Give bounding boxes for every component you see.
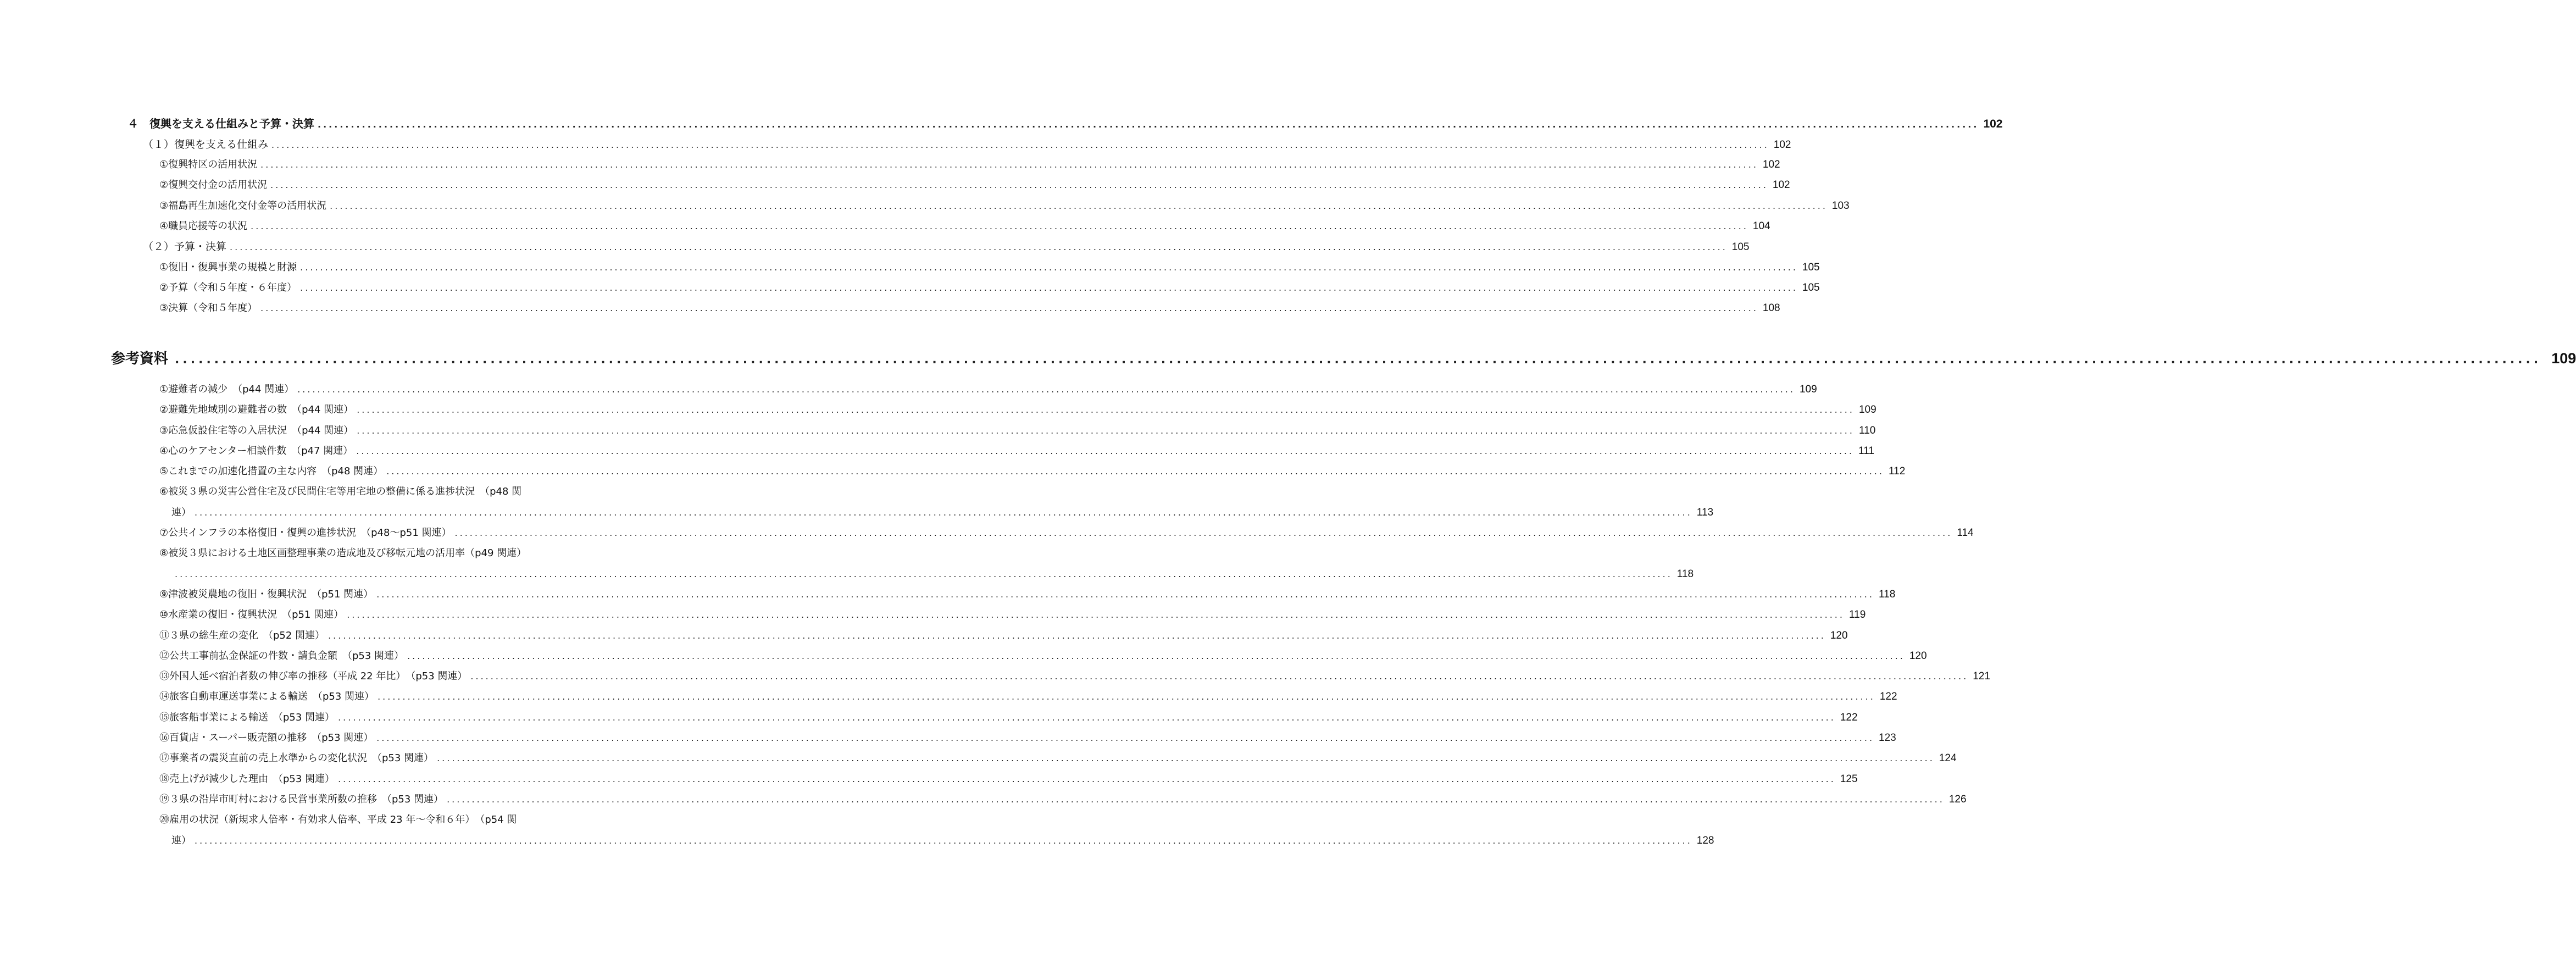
toc-page-number: 123 [1879,732,1896,744]
reference-item-continuation[interactable] [171,506,1714,519]
toc-entry-label: ④職員応援等の状況 [159,220,248,232]
reference-item-first-line: ⑧被災３県における土地区画整理事業の造成地及び移転元地の活用率（p49 関連） [159,547,527,559]
reference-item[interactable] [159,608,1866,622]
reference-item-continuation[interactable] [171,568,1694,581]
toc-entry-label: ⑯百貨店・スーパー販売額の推移 （p53 関連） [159,732,374,744]
reference-item[interactable] [159,588,1896,601]
dot-leader: ............................................................................................................................................................................................................................................................................................................ [175,353,2542,367]
toc-page-number: 108 [1762,302,1780,314]
dot-leader: ............................................................................................................................................................................................................................................................................................................ [297,384,1795,395]
toc-entry-label: ③福島再生加速化交付金等の活用状況 [159,200,327,212]
reference-item-first-line: ⑥被災３県の災害公営住宅及び民間住宅等用宅地の整備に係る進捗状況 （p48 関 [159,486,522,497]
toc-page-number: 109 [1799,384,1817,395]
toc-entry-label: ④心のケアセンター相談件数 （p47 関連） [159,445,353,457]
toc-page-number: 122 [1879,691,1897,702]
dot-leader: ............................................................................................................................................................................................................................................................................................................ [195,835,1692,846]
dot-leader: ............................................................................................................................................................................................................................................................................................................ [270,180,1768,190]
toc-entry-level2[interactable] [143,138,1791,152]
dot-leader: ............................................................................................................................................................................................................................................................................................................ [330,201,1828,211]
toc-page-number: 114 [1957,527,1974,539]
toc-entry-label: ⑩水産業の復旧・復興状況 （p51 関連） [159,609,344,620]
reference-item-continuation[interactable] [171,834,1714,847]
reference-item[interactable] [159,711,1858,724]
toc-entry-label: ⑪３県の総生産の変化 （p52 関連） [159,630,325,641]
toc-page-number: 120 [1909,650,1927,662]
toc-page-number: 121 [1973,671,1990,682]
reference-item[interactable] [159,383,1817,396]
dot-leader: ............................................................................................................................................................................................................................................................................................................ [175,569,1673,579]
toc-entry-label: ⑰事業者の震災直前の売上水準からの変化状況 （p53 関連） [159,752,434,764]
toc-page-number: 125 [1840,773,1858,785]
toc-entry-level3[interactable] [159,261,1820,274]
toc-page-number: 103 [1831,200,1850,212]
toc-entry-label: （２）予算・決算 [143,241,227,253]
reference-item[interactable] [159,752,1957,765]
dot-leader: ............................................................................................................................................................................................................................................................................................................ [357,425,1855,436]
toc-entry-level2[interactable] [143,240,1750,254]
reference-item[interactable] [159,690,1897,703]
toc-entry-label: ①復興特区の活用状況 [159,159,258,170]
toc-entry-label: ①復旧・復興事業の規模と財源 [159,262,297,273]
toc-page-number: 110 [1858,425,1876,436]
toc-entry-label: ③決算（令和５年度） [159,302,258,314]
dot-leader: ............................................................................................................................................................................................................................................................................................................ [300,282,1798,293]
toc-entry-label: ⑨津波被災農地の復旧・復興状況 （p51 関連） [159,589,374,600]
toc-page-number: 105 [1731,241,1750,253]
toc-entry-label: ⑤これまでの加速化措置の主な内容 （p48 関連） [159,466,384,477]
dot-leader: ............................................................................................................................................................................................................................................................................................................ [260,303,1758,313]
toc-page-number: 128 [1696,835,1714,846]
dot-leader: ............................................................................................................................................................................................................................................................................................................ [376,589,1874,600]
toc-page-number: 102 [1983,118,2003,130]
dot-leader: ............................................................................................................................................................................................................................................................................................................ [328,630,1826,641]
toc-entry-label: ⑭旅客自動車運送事業による輸送 （p53 関連） [159,691,375,702]
toc-page-number: 109 [2551,350,2576,367]
toc-entry-label: ⑱売上げが減少した理由 （p53 関連） [159,773,335,785]
dot-leader: ............................................................................................................................................................................................................................................................................................................ [300,262,1798,273]
toc-page-number: 109 [1858,404,1877,415]
toc-entry-label: ⑮旅客船事業による輸送 （p53 関連） [159,712,335,723]
toc-page-number: 126 [1948,794,1967,805]
toc-page-number: 112 [1888,466,1906,477]
reference-item[interactable] [159,629,1848,642]
reference-item[interactable] [159,732,1896,745]
toc-entry-label: ⑬外国人延べ宿泊者数の伸び率の推移（平成 22 年比） （p53 関連） [159,671,468,682]
reference-item[interactable] [159,793,1967,806]
toc-entry-label: ⑫公共工事前払金保証の件数・請負金額 （p53 関連） [159,650,404,662]
toc-page-number: 111 [1858,445,1874,457]
toc-page-number: 102 [1772,179,1790,191]
reference-item[interactable] [159,424,1876,437]
toc-entry-label: 連） [171,507,191,518]
toc-page-number: 105 [1802,262,1820,273]
toc-page-number: 105 [1802,282,1820,293]
toc-entry-label: ⑦公共インフラの本格復旧・復興の進捗状況 （p48～p51 関連） [159,527,452,539]
toc-page-number: 120 [1830,630,1848,641]
toc-page-number: 119 [1848,609,1866,620]
toc-entry-label: ②予算（令和５年度・６年度） [159,282,297,293]
toc-entry-label: 連） [171,835,191,846]
reference-item[interactable] [159,773,1858,786]
toc-page-number: 122 [1840,712,1858,723]
dot-leader: ............................................................................................................................................................................................................................................................................................................ [271,140,1769,150]
toc-entry-level3[interactable] [159,179,1790,192]
toc-entry-label: 参考資料 [111,351,169,367]
dot-leader: ............................................................................................................................................................................................................................................................................................................ [356,446,1855,456]
reference-item-first-line: ⑳雇用の状況（新規求人倍率・有効求人倍率、平成 23 年～令和６年） （p54 関 [159,814,517,826]
dot-leader: ............................................................................................................................................................................................................................................................................................................ [454,528,1953,538]
dot-leader: ............................................................................................................................................................................................................................................................................................................ [377,691,1875,702]
toc-page-number: 102 [1762,159,1780,170]
toc-page-number: 124 [1939,752,1957,764]
toc-entry-level1[interactable] [127,117,2003,131]
toc-page-number: 113 [1696,507,1714,518]
dot-leader: ............................................................................................................................................................................................................................................................................................................ [260,159,1758,170]
dot-leader: ............................................................................................................................................................................................................................................................................................................ [376,733,1875,743]
dot-leader: ............................................................................................................................................................................................................................................................................................................ [195,507,1692,518]
reference-item[interactable] [159,403,1877,417]
toc-page-number: 104 [1752,220,1770,232]
reference-item[interactable] [159,445,1874,458]
dot-leader: ............................................................................................................................................................................................................................................................................................................ [357,405,1855,415]
dot-leader: ............................................................................................................................................................................................................................................................................................................ [437,753,1935,763]
reference-section-heading[interactable] [111,350,2576,369]
toc-page-number: 118 [1878,589,1896,600]
toc-page-number: 102 [1773,139,1791,151]
dot-leader: ............................................................................................................................................................................................................................................................................................................ [318,119,1979,130]
dot-leader: ............................................................................................................................................................................................................................................................................................................ [407,651,1905,661]
toc-entry-label: ②復興交付金の活用状況 [159,179,268,191]
reference-item[interactable] [159,527,1974,540]
reference-item[interactable] [159,650,1927,663]
reference-item[interactable] [159,465,1906,478]
toc-entry-label: ①避難者の減少 （p44 関連） [159,384,295,395]
dot-leader: ............................................................................................................................................................................................................................................................................................................ [251,221,1748,231]
toc-entry-level3[interactable] [159,200,1850,213]
dot-leader: ............................................................................................................................................................................................................................................................................................................ [447,794,1945,805]
dot-leader: ............................................................................................................................................................................................................................................................................................................ [338,712,1836,723]
toc-entry-label: ③応急仮設住宅等の入居状況 （p44 関連） [159,425,354,436]
reference-item[interactable] [159,670,1990,683]
toc-page-number: 118 [1676,568,1694,580]
dot-leader: ............................................................................................................................................................................................................................................................................................................ [470,671,1969,682]
dot-leader: ............................................................................................................................................................................................................................................................................................................ [347,610,1845,620]
toc-entry-level3[interactable] [159,281,1820,295]
toc-entry-label: ②避難先地域別の避難者の数 （p44 関連） [159,404,354,415]
toc-entry-level3[interactable] [159,158,1780,171]
toc-entry-label: ⑲３県の沿岸市町村における民営事業所数の推移 （p53 関連） [159,794,444,805]
dot-leader: ............................................................................................................................................................................................................................................................................................................ [338,774,1836,784]
dot-leader: ............................................................................................................................................................................................................................................................................................................ [386,466,1884,477]
toc-entry-level3[interactable] [159,302,1780,315]
toc-entry-label: （１）復興を支える仕組み [143,138,269,151]
dot-leader: ............................................................................................................................................................................................................................................................................................................ [230,242,1728,252]
toc-entry-level3[interactable] [159,220,1770,233]
toc-entry-label: ４ 復興を支える仕組みと予算・決算 [127,117,314,130]
